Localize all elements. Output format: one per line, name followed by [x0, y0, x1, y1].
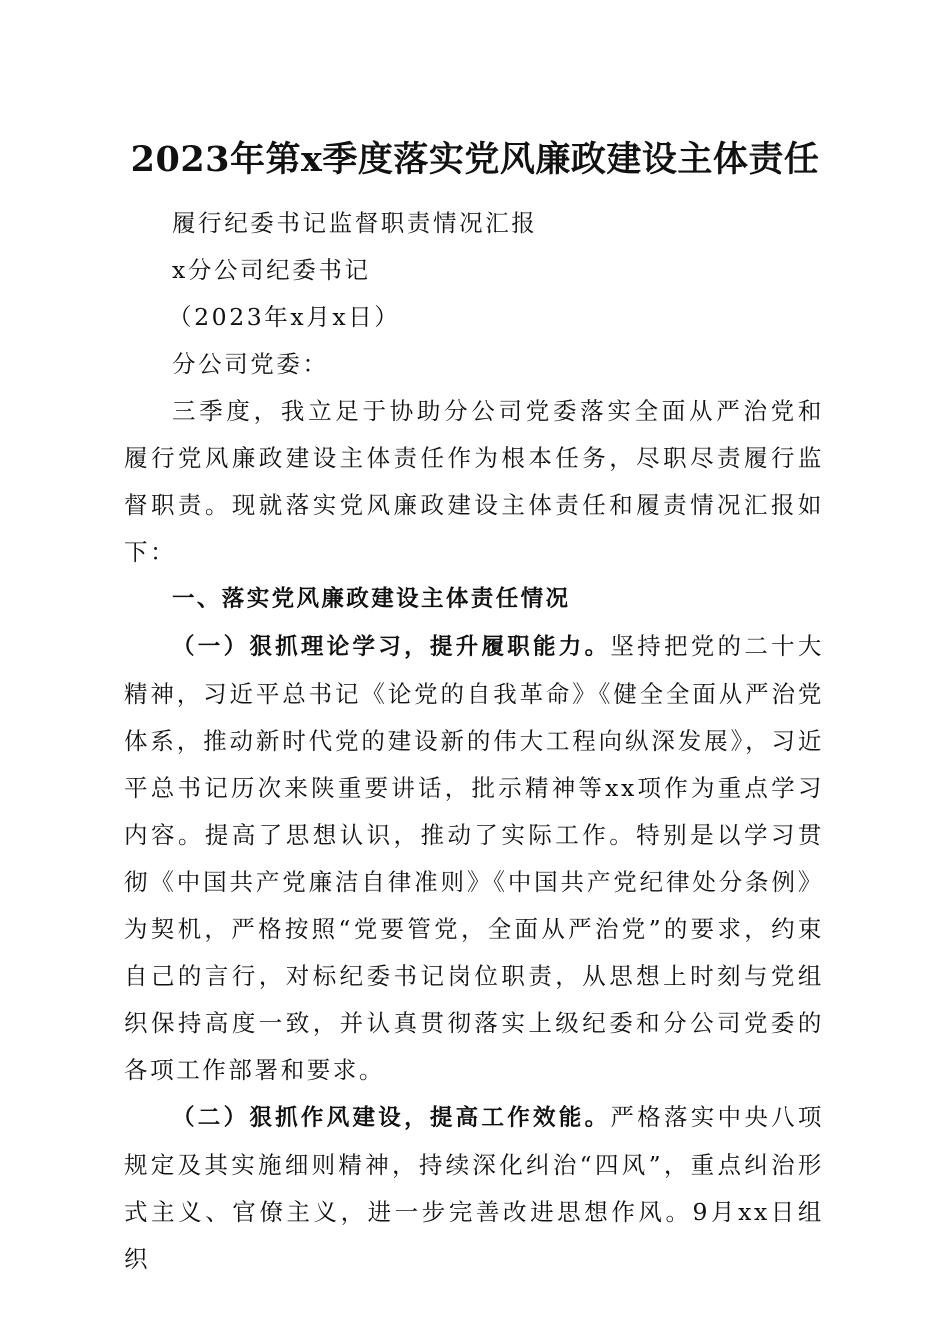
paragraph-lead: （一）狠抓理论学习，提升履职能力。: [172, 634, 611, 660]
paragraph-text: 坚持把党的二十大精神，习近平总书记《论党的自我革命》《健全全面从严治党体系，推动新时代党的建设新的伟大工程向纵深发展》，习近平总书记历次来陕重要讲话，批示精神等xx项作为重点学习内容。提高了思想认识，推动了实际工作。特别是以学习贯彻《中国共产党廉洁自律准则》《中国共产党纪律处分条例》为契机，严格按照“党要管党，全面从严治党”的要求，约束自己的言行，对标纪委书记岗位职责，从思想上时刻与党组织保持高度一致，并认真贯彻落实上级纪委和分公司党委的各项工作部署和要求。: [124, 632, 824, 1084]
paragraph-item-2: [124, 1094, 824, 1283]
document-title: 2023年第x季度落实党风廉政建设主体责任: [130, 139, 820, 180]
intro-paragraph: 三季度，我立足于协助分公司党委落实全面从严治党和履行党风廉政建设主体责任作为根本任务，尽职尽责履行监督职责。现就落实党风廉政建设主体责任和履责情况汇报如下：: [124, 397, 824, 566]
document-body: [124, 200, 824, 1283]
salutation: 分公司党委：: [172, 350, 329, 378]
document-date: （2023年x月x日）: [168, 303, 401, 331]
section-heading: 一、落实党风廉政建设主体责任情况: [172, 586, 571, 612]
paragraph-text: 严格落实中央八项规定及其实施细则精神，持续深化纠治“四风”，重点纠治形式主义、官僚主义，进一步完善改进思想作风。9月xx日组织: [124, 1103, 824, 1273]
paragraph-item-1: [124, 623, 824, 1094]
paragraph-lead: （二）狠抓作风建设，提高工作效能。: [172, 1105, 611, 1131]
document-subtitle: 履行纪委书记监督职责情况汇报: [172, 209, 538, 237]
document-author: x分公司纪委书记: [172, 256, 371, 284]
